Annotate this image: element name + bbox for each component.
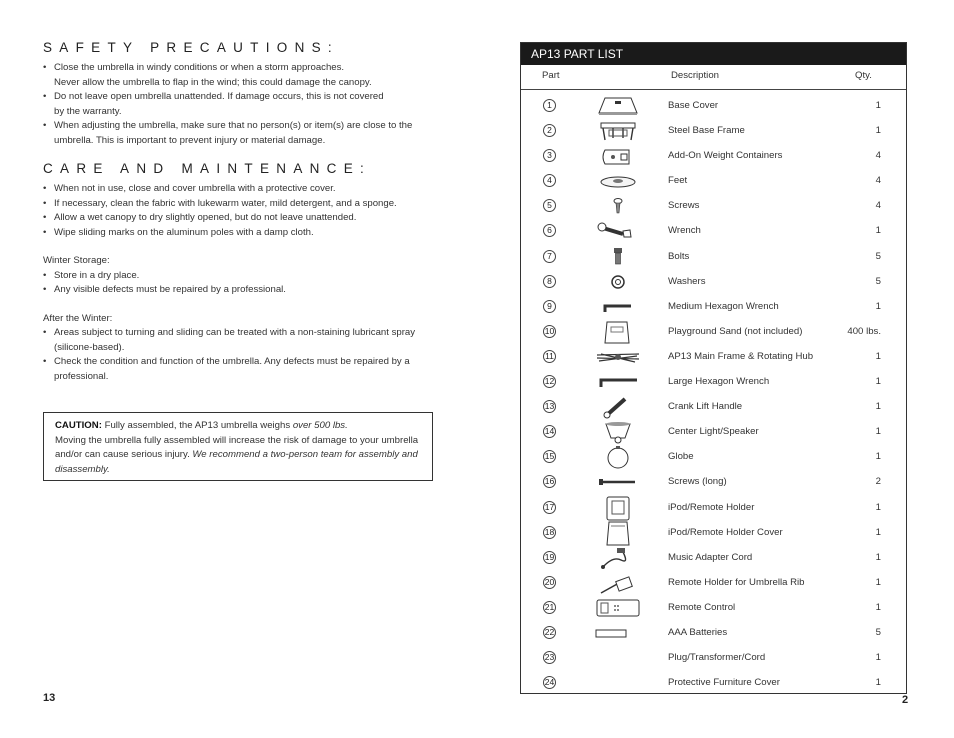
part-description: Screws (long)	[668, 476, 727, 488]
part-description: Crank Lift Handle	[668, 401, 743, 413]
part-qty: 1	[875, 100, 881, 111]
part-number: 23	[544, 652, 555, 663]
part-qty: 1	[875, 125, 881, 137]
part-qty: 1	[875, 601, 881, 613]
part-row	[521, 345, 906, 370]
col-qty: Qty.	[855, 70, 872, 81]
part-description: Remote Control	[668, 601, 736, 613]
part-description: iPod/Remote Holder	[668, 501, 755, 513]
part-number: 1	[543, 99, 556, 112]
part-row	[521, 445, 906, 470]
left-page	[43, 40, 435, 384]
part-description: Medium Hexagon Wrench	[668, 300, 779, 312]
part-description: Base Cover	[668, 100, 719, 111]
part-row	[521, 621, 906, 646]
ipod-holder-icon	[593, 496, 643, 521]
part-number: 16	[544, 476, 555, 487]
part-qty: 1	[875, 451, 881, 463]
part-number: 13	[544, 401, 555, 412]
sand-bag-icon	[593, 320, 643, 345]
part-row	[521, 546, 906, 571]
caution-text-1: Fully assembled, the AP13 umbrella weighs	[104, 420, 291, 431]
safety-item: • Do not leave open umbrella unattended. If damage occurs, this is not covered by the warranty.	[43, 90, 435, 119]
crank-handle-icon	[593, 395, 643, 420]
wrench-icon	[593, 219, 643, 244]
caution-recommend: We recommend a two-person team for assembly and disassembly.	[55, 449, 418, 475]
part-qty: 4	[875, 150, 881, 162]
part-number: 7	[543, 250, 556, 263]
care-title: CARE AND MAINTENANCE:	[43, 161, 372, 176]
weight-container-icon	[593, 144, 643, 169]
part-row	[521, 119, 906, 144]
part-number: 3	[543, 149, 556, 162]
part-number: 14	[544, 426, 555, 437]
part-row	[521, 470, 906, 495]
part-list-header	[521, 65, 906, 90]
part-qty: 5	[875, 250, 881, 262]
part-row	[521, 571, 906, 596]
part-description: Bolts	[668, 250, 690, 262]
ipod-holder-cover-icon	[593, 521, 643, 546]
part-list-panel	[520, 42, 907, 694]
screw-icon	[593, 194, 643, 219]
caution-weight: over 500 lbs.	[292, 420, 348, 431]
part-qty: 1	[875, 576, 881, 588]
after-winter-item: • Areas subject to turning and sliding can be treated with a non-staining lubricant spray (silicone-based).	[43, 326, 435, 355]
part-row	[521, 245, 906, 270]
part-description: Screws	[668, 200, 700, 212]
part-number: 21	[544, 601, 555, 612]
part-description: Playground Sand (not included)	[668, 325, 803, 337]
part-qty: 1	[875, 652, 881, 664]
care-item: • Allow a wet canopy to dry slightly opened, but do not leave unattended.	[43, 211, 435, 226]
hex-wrench-medium-icon	[593, 295, 643, 320]
part-number: 11	[543, 350, 556, 363]
after-winter-item: • Check the condition and function of the umbrella. Any defects must be repaired by a professional.	[43, 355, 435, 384]
foot-icon	[593, 169, 643, 194]
part-number: 18	[544, 526, 555, 537]
part-qty: 1	[875, 401, 881, 413]
part-number: 6	[543, 224, 556, 237]
winter-item: • Any visible defects must be repaired by a professional.	[43, 283, 435, 298]
part-row	[521, 270, 906, 295]
part-row	[521, 646, 906, 671]
part-qty: 5	[875, 275, 881, 287]
blank-icon	[593, 646, 643, 671]
part-number: 5	[543, 199, 556, 212]
part-qty: 1	[875, 501, 881, 513]
part-number: 8	[543, 275, 556, 288]
part-row	[521, 395, 906, 420]
care-item: • If necessary, clean the fabric with lukewarm water, mild detergent, and a sponge.	[43, 197, 435, 212]
part-qty: 1	[875, 677, 881, 689]
part-description: Remote Holder for Umbrella Rib	[668, 576, 805, 588]
part-description: Large Hexagon Wrench	[668, 376, 770, 388]
blank-icon	[593, 671, 643, 696]
part-rows	[521, 90, 906, 696]
caution-text-2: Moving the umbrella fully assembled will increase the risk of damage to your umbrella and/or can cause serious injury.	[55, 434, 419, 460]
part-description: iPod/Remote Holder Cover	[668, 526, 783, 538]
long-screw-icon	[593, 470, 643, 495]
after-winter-list	[43, 326, 435, 384]
part-description: Protective Furniture Cover	[668, 677, 780, 689]
part-description: AAA Batteries	[668, 626, 728, 638]
part-row	[521, 219, 906, 244]
part-qty: 1	[875, 526, 881, 538]
base-cover-icon	[593, 94, 643, 119]
part-number: 19	[544, 551, 555, 562]
part-row	[521, 194, 906, 219]
part-qty: 4	[875, 175, 881, 187]
part-row	[521, 496, 906, 521]
part-qty: 1	[875, 551, 881, 563]
part-number: 17	[544, 501, 555, 512]
part-description: Globe	[668, 451, 694, 463]
part-number: 24	[544, 677, 555, 688]
center-light-speaker-icon	[593, 420, 643, 445]
safety-list	[43, 61, 435, 148]
care-list	[43, 182, 435, 240]
part-number: 12	[544, 376, 555, 387]
part-description: Add-On Weight Containers	[668, 150, 783, 162]
after-winter-heading: After the Winter:	[43, 312, 113, 324]
care-item: • When not in use, close and cover umbrella with a protective cover.	[43, 182, 435, 197]
part-description: Steel Base Frame	[668, 125, 745, 137]
part-description: AP13 Main Frame & Rotating Hub	[668, 350, 814, 362]
part-row	[521, 295, 906, 320]
part-number: 9	[543, 300, 556, 313]
winter-item: • Store in a dry place.	[43, 269, 435, 284]
part-row	[521, 596, 906, 621]
safety-item: • When adjusting the umbrella, make sure that no person(s) or item(s) are close to the umbrella. This is important to prevent injury or material damage.	[43, 119, 435, 148]
part-row	[521, 169, 906, 194]
adapter-cord-icon	[593, 546, 643, 571]
winter-storage-heading: Winter Storage:	[43, 255, 110, 266]
part-description: Washers	[668, 275, 706, 287]
hex-wrench-large-icon	[593, 370, 643, 395]
page-number-right: 2	[902, 694, 909, 706]
part-qty: 1	[875, 376, 881, 388]
part-row	[521, 144, 906, 169]
page-number-left: 13	[43, 692, 56, 704]
part-number: 20	[544, 576, 555, 587]
steel-base-frame-icon	[593, 119, 643, 144]
part-qty: 1	[875, 225, 881, 237]
rib-holder-icon	[593, 571, 643, 596]
part-row	[521, 420, 906, 445]
main-frame-icon	[593, 345, 643, 370]
globe-icon	[593, 445, 643, 470]
care-item: • Wipe sliding marks on the aluminum poles with a damp cloth.	[43, 226, 435, 241]
battery-icon	[593, 621, 643, 646]
washer-icon	[593, 270, 643, 295]
part-number: 10	[544, 325, 555, 336]
part-row	[521, 521, 906, 546]
part-qty: 4	[875, 200, 881, 212]
bolt-icon	[593, 245, 643, 270]
safety-title: SAFETY PRECAUTIONS:	[43, 40, 339, 55]
part-row	[521, 320, 906, 345]
part-qty: 2	[875, 476, 881, 488]
col-part: Part	[542, 70, 560, 81]
part-number: 4	[543, 174, 556, 187]
part-qty: 1	[875, 300, 881, 312]
part-row	[521, 370, 906, 395]
caution-box	[43, 412, 433, 481]
safety-item: • Close the umbrella in windy conditions or when a storm approaches. Never allow the umbrella to flap in the wind; this could damage the canopy.	[43, 61, 435, 90]
part-row	[521, 671, 906, 696]
part-qty: 400 lbs.	[847, 325, 881, 337]
part-qty: 1	[875, 350, 881, 362]
part-qty: 5	[875, 626, 881, 638]
part-qty: 1	[875, 426, 881, 438]
part-description: Center Light/Speaker	[668, 426, 759, 438]
part-number: 15	[544, 451, 555, 462]
part-list-title: AP13 PART LIST	[521, 43, 906, 65]
part-number: 2	[543, 124, 556, 137]
part-description: Plug/Transformer/Cord	[668, 652, 766, 664]
caution-label: CAUTION:	[55, 420, 102, 431]
part-description: Feet	[668, 175, 688, 187]
remote-control-icon	[593, 596, 643, 621]
part-row	[521, 94, 906, 119]
part-number: 22	[544, 626, 555, 637]
part-description: Music Adapter Cord	[668, 551, 753, 563]
col-description: Description	[671, 70, 719, 81]
part-description: Wrench	[668, 225, 701, 237]
winter-list	[43, 269, 435, 298]
